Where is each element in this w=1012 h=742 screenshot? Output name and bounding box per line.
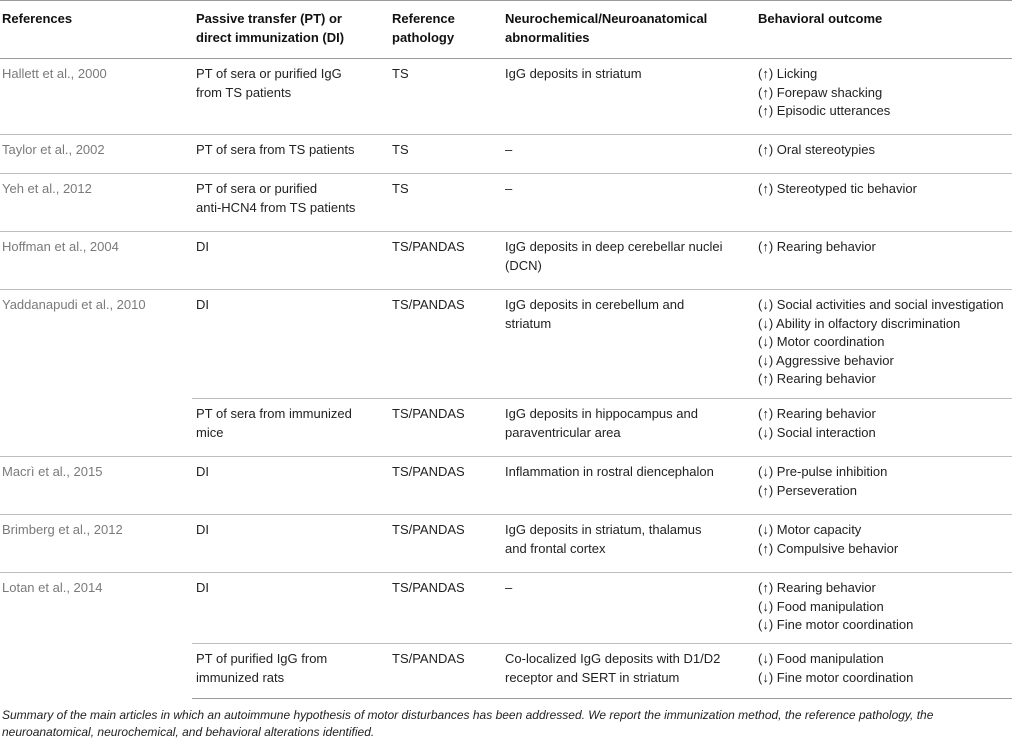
pathology-cell: TS/PANDAS — [388, 573, 501, 644]
abnormalities-cell: Inflammation in rostral diencephalon — [501, 457, 754, 515]
pathology-cell: TS/PANDAS — [388, 644, 501, 699]
table-row — [0, 59, 1012, 135]
header-outcome: Behavioral outcome — [754, 1, 1012, 59]
header-method: Passive transfer (PT) or direct immunization (DI) — [192, 1, 388, 59]
pathology-cell: TS/PANDAS — [388, 515, 501, 573]
method-cell: PT of sera or purified IgG from TS patients — [196, 66, 342, 100]
reference-cell: Taylor et al., 2002 — [0, 135, 192, 174]
table-row — [0, 515, 1012, 573]
method-cell: PT of sera or purified anti-HCN4 from TS patients — [192, 174, 388, 232]
header-abnormalities: Neurochemical/Neuroanatomical abnormalities — [501, 1, 754, 59]
pathology-cell: TS — [392, 66, 409, 81]
reference-cell: Lotan et al., 2014 — [0, 573, 192, 699]
table-caption: Summary of the main articles in which an autoimmune hypothesis of motor disturbances has been addressed. We report the immunization method, the reference pathology, the neuroanatomical, neurochemical, and behavioral alterations identified. — [2, 708, 934, 739]
reference-cell: Brimberg et al., 2012 — [0, 515, 192, 573]
abnormalities-cell: IgG deposits in hippocampus and paraventricular area — [501, 399, 754, 457]
outcome-cell: (↑) Stereotyped tic behavior — [754, 174, 1012, 232]
abnormalities-cell: IgG deposits in cerebellum and striatum — [501, 290, 754, 399]
outcome-cell: (↑) Rearing behavior (↓) Social interaction — [754, 399, 1012, 457]
table-row — [0, 457, 1012, 515]
table-row — [0, 290, 1012, 399]
header-pathology: Reference pathology — [388, 1, 501, 59]
outcome-cell: (↑) Licking (↑) Forepaw shacking (↑) Episodic utterances — [758, 66, 891, 119]
outcome-cell: (↓) Social activities and social investigation (↓) Ability in olfactory discrimination (↓) Motor coordination (↓) Aggressive behavior (↑) Rearing behavior — [754, 290, 1012, 399]
method-cell: DI — [192, 515, 388, 573]
header-references: References — [0, 1, 192, 59]
pathology-cell: TS — [388, 135, 501, 174]
abnormalities-cell: IgG deposits in striatum — [505, 66, 642, 81]
reference-cell: Macrì et al., 2015 — [0, 457, 192, 515]
pathology-cell: TS/PANDAS — [388, 232, 501, 290]
reference-cell: Hallett et al., 2000 — [2, 66, 107, 81]
method-cell: DI — [192, 457, 388, 515]
method-cell: PT of purified IgG from immunized rats — [192, 644, 388, 699]
abnormalities-cell: IgG deposits in deep cerebellar nuclei (DCN) — [501, 232, 754, 290]
outcome-cell: (↑) Oral stereotypies — [754, 135, 1012, 174]
abnormalities-cell: IgG deposits in striatum, thalamus and frontal cortex — [501, 515, 754, 573]
abnormalities-cell: – — [501, 174, 754, 232]
pathology-cell: TS/PANDAS — [388, 399, 501, 457]
table-row — [0, 573, 1012, 644]
table-row — [0, 174, 1012, 232]
reference-cell: Yaddanapudi et al., 2010 — [0, 290, 192, 457]
outcome-cell: (↓) Food manipulation (↓) Fine motor coordination — [754, 644, 1012, 699]
pathology-cell: TS — [388, 174, 501, 232]
method-cell: PT of sera from TS patients — [192, 135, 388, 174]
method-cell: DI — [192, 573, 388, 644]
outcome-cell: (↓) Pre-pulse inhibition (↑) Perseveration — [754, 457, 1012, 515]
outcome-cell: (↑) Rearing behavior (↓) Food manipulation (↓) Fine motor coordination — [754, 573, 1012, 644]
pathology-cell: TS/PANDAS — [388, 290, 501, 399]
header-row — [0, 1, 1012, 59]
outcome-cell: (↑) Rearing behavior — [754, 232, 1012, 290]
method-cell: DI — [192, 290, 388, 399]
abnormalities-cell: – — [501, 135, 754, 174]
reference-cell: Yeh et al., 2012 — [0, 174, 192, 232]
outcome-cell: (↓) Motor capacity (↑) Compulsive behavior — [754, 515, 1012, 573]
table-row — [0, 232, 1012, 290]
table-row — [0, 135, 1012, 174]
abnormalities-cell: Co-localized IgG deposits with D1/D2 receptor and SERT in striatum — [501, 644, 754, 699]
reference-cell: Hoffman et al., 2004 — [0, 232, 192, 290]
method-cell: DI — [192, 232, 388, 290]
method-cell: PT of sera from immunized mice — [192, 399, 388, 457]
abnormalities-cell: – — [501, 573, 754, 644]
pathology-cell: TS/PANDAS — [388, 457, 501, 515]
